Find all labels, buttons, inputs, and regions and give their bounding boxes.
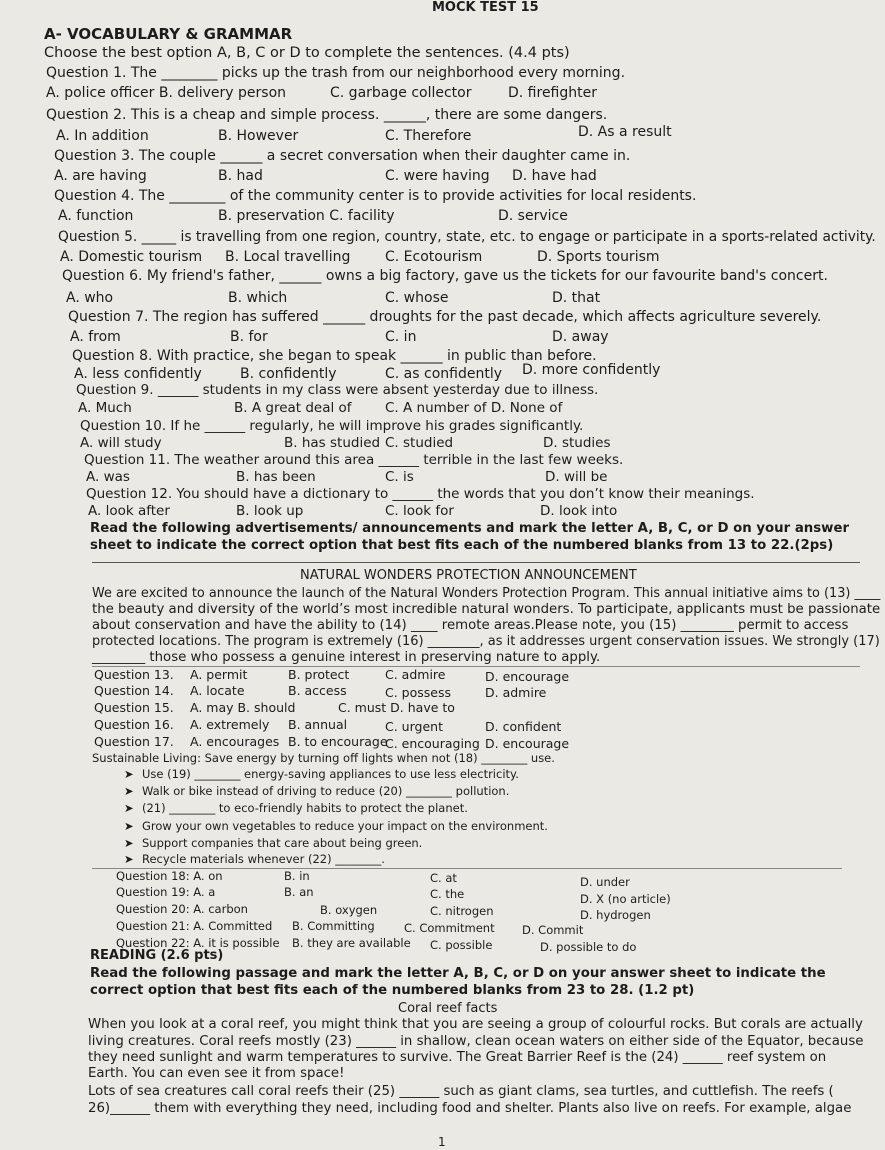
question-4-stem: Question 4. The ________ of the community center is to provide activities for local residents. bbox=[54, 188, 697, 204]
option-d: D. admire bbox=[485, 685, 547, 700]
option-d: D. possible to do bbox=[540, 940, 637, 954]
option-c: C. must D. have to bbox=[338, 700, 455, 715]
question-6-option: B. which bbox=[228, 290, 288, 306]
question-8-option: D. more confidently bbox=[522, 362, 661, 378]
question-6-option: D. that bbox=[552, 290, 601, 306]
option-question-label: Question 17. bbox=[94, 734, 174, 749]
question-6-option: A. who bbox=[66, 290, 114, 306]
bullet-arrow-icon: ➤ bbox=[124, 836, 134, 850]
option-question-label: Question 21: A. Committed bbox=[116, 919, 273, 933]
question-7-option: D. away bbox=[552, 329, 609, 345]
option-d: D. X (no article) bbox=[580, 892, 671, 906]
option-c: C. Commitment bbox=[404, 921, 495, 935]
option-a: A. may B. should bbox=[190, 700, 296, 715]
living-bullet: Support companies that care about being green. bbox=[142, 836, 423, 850]
question-8-option: C. as confidently bbox=[385, 366, 502, 382]
option-question-label: Question 22: A. it is possible bbox=[116, 936, 280, 950]
living-bullet: Recycle materials whenever (22) ________. bbox=[142, 852, 385, 866]
question-12-option: B. look up bbox=[236, 503, 304, 519]
section-a-instruction: Choose the best option A, B, C or D to complete the sentences. (4.4 pts) bbox=[44, 45, 570, 61]
announcement-line: the beauty and diversity of the world’s most incredible natural wonders. To participate, applicants must be passionate bbox=[92, 602, 881, 617]
bullet-arrow-icon: ➤ bbox=[124, 819, 134, 833]
option-question-label: Question 18: A. on bbox=[116, 869, 223, 883]
question-11-stem: Question 11. The weather around this area ______ terrible in the last few weeks. bbox=[84, 452, 624, 468]
option-question-label: Question 16. bbox=[94, 717, 174, 732]
question-10-option: C. studied bbox=[385, 435, 454, 451]
question-3-option: C. were having bbox=[385, 168, 490, 184]
question-11-option: A. was bbox=[86, 469, 130, 485]
question-11-option: C. is bbox=[385, 469, 414, 485]
question-12-option: C. look for bbox=[385, 503, 454, 519]
option-a: A. locate bbox=[190, 683, 245, 698]
option-b: B. to encourage bbox=[288, 734, 388, 749]
living-bullet: (21) ________ to eco-friendly habits to protect the planet. bbox=[142, 801, 468, 815]
option-question-label: Question 19: A. a bbox=[116, 885, 216, 899]
option-b: B. access bbox=[288, 683, 347, 698]
question-9-option: A. Much bbox=[78, 400, 132, 416]
question-4-option: B. preservation C. facility bbox=[218, 208, 395, 224]
test-title: MOCK TEST 15 bbox=[432, 0, 539, 15]
living-bullet: Use (19) ________ energy-saving appliances to use less electricity. bbox=[142, 767, 519, 781]
question-5-stem: Question 5. _____ is travelling from one region, country, state, etc. to engage or participate in a sports-related activity. bbox=[58, 229, 876, 245]
option-d: D. Commit bbox=[522, 923, 584, 937]
announcement-line: about conservation and have the ability to (14) ____ remote areas.Please note, you (15) ________ permit to access bbox=[92, 618, 849, 633]
option-a: A. permit bbox=[190, 667, 248, 682]
living-bullet: Walk or bike instead of driving to reduce (20) ________ pollution. bbox=[142, 784, 510, 798]
section-b-instruction: sheet to indicate the correct option that best fits each of the numbered blanks from 13 to 22.(2ps) bbox=[90, 538, 834, 553]
option-b: B. they are available bbox=[292, 936, 411, 950]
bullet-arrow-icon: ➤ bbox=[124, 784, 134, 798]
living-bullet: Grow your own vegetables to reduce your impact on the environment. bbox=[142, 819, 548, 833]
question-12-option: D. look into bbox=[540, 503, 618, 519]
option-question-label: Question 13. bbox=[94, 667, 174, 682]
question-8-option: A. less confidently bbox=[74, 366, 202, 382]
option-b: B. oxygen bbox=[320, 903, 378, 917]
option-d: D. encourage bbox=[485, 669, 570, 684]
question-1-option: A. police officer B. delivery person bbox=[46, 85, 287, 101]
reading-line: Lots of sea creatures call coral reefs their (25) ______ such as giant clams, sea turtles, and cuttlefish. The reefs ( bbox=[88, 1084, 834, 1099]
question-10-option: B. has studied bbox=[284, 435, 381, 451]
question-4-option: A. function bbox=[58, 208, 134, 224]
reading-line: living creatures. Coral reefs mostly (23) ______ in shallow, clean ocean waters on either side of the Equator, because bbox=[88, 1034, 864, 1049]
question-10-option: D. studies bbox=[543, 435, 611, 451]
option-b: B. protect bbox=[288, 667, 350, 682]
reading-line: they need sunlight and warm temperatures to survive. The Great Barrier Reef is the (24) ______ reef system on bbox=[88, 1050, 827, 1065]
option-c: C. the bbox=[430, 887, 465, 901]
bullet-arrow-icon: ➤ bbox=[124, 801, 134, 815]
reading-line: When you look at a coral reef, you might think that you are seeing a group of colourful rocks. But corals are actually bbox=[88, 1017, 863, 1032]
question-2-stem: Question 2. This is a cheap and simple process. ______, there are some dangers. bbox=[46, 107, 608, 123]
question-11-option: D. will be bbox=[545, 469, 608, 485]
announcement-line: We are excited to announce the launch of the Natural Wonders Protection Program. This annual initiative aims to (13) ____ bbox=[92, 586, 881, 601]
question-7-option: A. from bbox=[70, 329, 121, 345]
question-6-option: C. whose bbox=[385, 290, 449, 306]
bullet-arrow-icon: ➤ bbox=[124, 852, 134, 866]
option-c: C. encouraging bbox=[385, 736, 480, 751]
question-9-option: C. A number of D. None of bbox=[385, 400, 563, 416]
section-a-heading: A- VOCABULARY & GRAMMAR bbox=[44, 25, 293, 43]
question-5-option: A. Domestic tourism bbox=[60, 249, 203, 265]
living-intro: Sustainable Living: Save energy by turning off lights when not (18) ________ use. bbox=[92, 751, 555, 765]
question-5-option: B. Local travelling bbox=[225, 249, 351, 265]
reading-heading: READING (2.6 pts) bbox=[90, 948, 224, 963]
question-8-option: B. confidently bbox=[240, 366, 337, 382]
announcement-line: protected locations. The program is extremely (16) ________, as it addresses urgent conservation issues. We strongly (17) bbox=[92, 634, 880, 649]
option-d: D. under bbox=[580, 875, 630, 889]
question-9-option: B. A great deal of bbox=[234, 400, 352, 416]
option-c: C. at bbox=[430, 871, 457, 885]
question-1-stem: Question 1. The ________ picks up the trash from our neighborhood every morning. bbox=[46, 65, 626, 81]
option-a: A. extremely bbox=[190, 717, 270, 732]
option-question-label: Question 14. bbox=[94, 683, 174, 698]
reading-line: Earth. You can even see it from space! bbox=[88, 1066, 345, 1081]
question-9-stem: Question 9. ______ students in my class were absent yesterday due to illness. bbox=[76, 382, 599, 398]
page-number: 1 bbox=[438, 1135, 446, 1149]
option-d: D. encourage bbox=[485, 736, 570, 751]
reading-instruction: correct option that best fits each of the numbered blanks from 23 to 28. (1.2 pt) bbox=[90, 983, 695, 998]
question-2-option: B. However bbox=[218, 128, 299, 144]
section-b-instruction: Read the following advertisements/ announcements and mark the letter A, B, C, or D on your answer bbox=[90, 521, 850, 536]
question-5-option: C. Ecotourism bbox=[385, 249, 483, 265]
question-6-stem: Question 6. My friend's father, ______ owns a big factory, gave us the tickets for our favourite band's concert. bbox=[62, 268, 828, 284]
question-7-option: B. for bbox=[230, 329, 268, 345]
question-3-option: B. had bbox=[218, 168, 263, 184]
option-d: D. confident bbox=[485, 719, 562, 734]
question-2-option: A. In addition bbox=[56, 128, 149, 144]
option-b: B. annual bbox=[288, 717, 348, 732]
option-c: C. possible bbox=[430, 938, 493, 952]
question-2-option: C. Therefore bbox=[385, 128, 472, 144]
question-5-option: D. Sports tourism bbox=[537, 249, 660, 265]
question-2-option: D. As a result bbox=[578, 124, 672, 140]
question-3-option: D. have had bbox=[512, 168, 597, 184]
announcement-line: ________ those who possess a genuine interest in preserving nature to apply. bbox=[92, 650, 601, 665]
option-b: B. an bbox=[284, 885, 314, 899]
option-question-label: Question 15. bbox=[94, 700, 174, 715]
option-c: C. possess bbox=[385, 685, 451, 700]
reading-instruction: Read the following passage and mark the letter A, B, C, or D on your answer sheet to indicate the bbox=[90, 966, 826, 981]
divider bbox=[92, 562, 860, 563]
question-3-option: A. are having bbox=[54, 168, 147, 184]
question-12-option: A. look after bbox=[88, 503, 170, 519]
reading-passage-title: Coral reef facts bbox=[398, 1001, 498, 1016]
reading-line: 26)______ them with everything they need, including food and shelter. Plants also live on reefs. For example, algae bbox=[88, 1101, 852, 1116]
option-c: C. nitrogen bbox=[430, 904, 494, 918]
announcement-title: NATURAL WONDERS PROTECTION ANNOUNCEMENT bbox=[300, 568, 637, 583]
option-a: A. encourages bbox=[190, 734, 280, 749]
option-b: B. Committing bbox=[292, 919, 375, 933]
option-c: C. urgent bbox=[385, 719, 443, 734]
option-b: B. in bbox=[284, 869, 310, 883]
question-10-option: A. will study bbox=[80, 435, 162, 451]
question-3-stem: Question 3. The couple ______ a secret conversation when their daughter came in. bbox=[54, 148, 631, 164]
question-1-option: C. garbage collector bbox=[330, 85, 472, 101]
question-7-option: C. in bbox=[385, 329, 417, 345]
question-1-option: D. firefighter bbox=[508, 85, 597, 101]
option-question-label: Question 20: A. carbon bbox=[116, 902, 248, 916]
question-7-stem: Question 7. The region has suffered ______ droughts for the past decade, which affects agriculture severely. bbox=[68, 309, 822, 325]
question-12-stem: Question 12. You should have a dictionary to ______ the words that you don’t know their meanings. bbox=[86, 486, 755, 502]
question-8-stem: Question 8. With practice, she began to speak ______ in public than before. bbox=[72, 348, 597, 364]
option-d: D. hydrogen bbox=[580, 908, 651, 922]
option-c: C. admire bbox=[385, 667, 446, 682]
question-10-stem: Question 10. If he ______ regularly, he will improve his grades significantly. bbox=[80, 418, 584, 434]
question-11-option: B. has been bbox=[236, 469, 316, 485]
question-4-option: D. service bbox=[498, 208, 568, 224]
bullet-arrow-icon: ➤ bbox=[124, 767, 134, 781]
